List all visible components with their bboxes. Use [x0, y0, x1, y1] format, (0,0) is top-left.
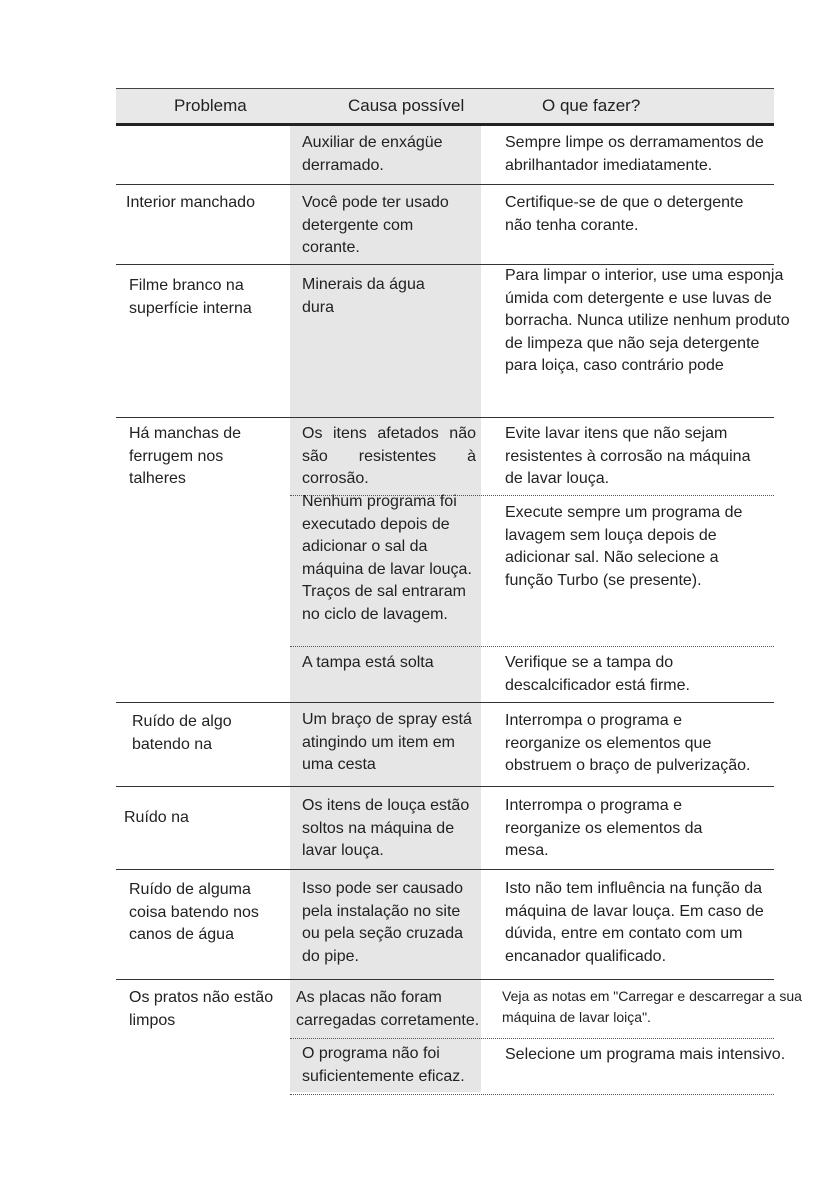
- action-cell: Sempre limpe os derramamentos de abrilhantador imediatamente.: [505, 134, 764, 174]
- cause-cell: Os itens de louça estão soltos na máquina de lavar louça.: [302, 797, 470, 859]
- cause-cell: A tampa está solta: [302, 654, 434, 671]
- header-cause: Causa possível: [348, 96, 465, 115]
- action-cell: Evite lavar itens que não sejam resistentes à corrosão na máquina de lavar louça.: [505, 425, 751, 487]
- row-divider: [116, 979, 774, 980]
- action-cell: Selecione um programa mais intensivo.: [505, 1046, 786, 1063]
- row-divider: [116, 869, 774, 870]
- problem-cell: Interior manchado: [126, 194, 255, 211]
- action-cell: Para limpar o interior, use uma esponja úmida com detergente e use luvas de borracha. Nunca utilize nenhum produto de limpeza que não seja detergente para loiça, caso contrário pode: [505, 267, 790, 374]
- cause-cell: Isso pode ser causado pela instalação no site ou pela seção cruzada do pipe.: [302, 880, 463, 965]
- row-divider: [116, 786, 774, 787]
- problem-cell: Há manchas de ferrugem nos talheres: [129, 425, 242, 487]
- cause-cell: As placas não foram carregadas corretamente.: [296, 989, 480, 1029]
- row-divider: [116, 184, 774, 185]
- problem-cell: Ruído de alguma coisa batendo nos canos de água: [129, 881, 259, 943]
- cause-cell: Nenhum programa foi executado depois de adicionar o sal da máquina de lavar louça. Traços de sal entraram no ciclo de lavagem.: [302, 493, 472, 623]
- cause-cell: Minerais da água dura: [302, 276, 425, 316]
- row-divider: [290, 1094, 774, 1095]
- row-divider: [290, 646, 774, 647]
- cause-cell: Você pode ter usado detergente com corante.: [302, 194, 449, 256]
- row-divider: [116, 417, 774, 418]
- row-divider: [116, 702, 774, 703]
- problem-cell: Ruído de algo batendo na: [132, 713, 232, 753]
- header-action: O que fazer?: [542, 96, 641, 115]
- problem-cell: Filme branco na superfície interna: [129, 277, 252, 317]
- cause-cell: Auxiliar de enxágüe derramado.: [302, 134, 443, 174]
- cause-cell: Os itens afetados não são resistentes à corrosão.: [302, 425, 476, 487]
- header-problem: Problema: [174, 96, 247, 115]
- cause-cell: Um braço de spray está atingindo um item em uma cesta: [302, 711, 472, 773]
- problem-cell: Ruído na: [124, 809, 189, 826]
- action-cell: Isto não tem influência na função da máquina de lavar louça. Em caso de dúvida, entre em contato com um encanador qualificado.: [505, 880, 764, 965]
- action-cell: Verifique se a tampa do descalcificador está firme.: [505, 654, 690, 694]
- action-cell: Interrompa o programa e reorganize os elementos da mesa.: [505, 797, 703, 859]
- problem-cell: Os pratos não estão limpos: [129, 989, 274, 1029]
- action-cell: Certifique-se de que o detergente não tenha corante.: [505, 194, 744, 234]
- row-divider: [290, 1038, 774, 1039]
- action-cell: Veja as notas em "Carregar e descarregar a sua máquina de lavar loiça".: [502, 988, 802, 1025]
- action-cell: Interrompa o programa e reorganize os elementos que obstruem o braço de pulverização.: [505, 712, 751, 774]
- cause-cell: O programa não foi suficientemente eficaz.: [302, 1045, 465, 1085]
- table-header: [116, 88, 774, 126]
- action-cell: Execute sempre um programa de lavagem sem louça depois de adicionar sal. Não selecione a função Turbo (se presente).: [505, 504, 743, 589]
